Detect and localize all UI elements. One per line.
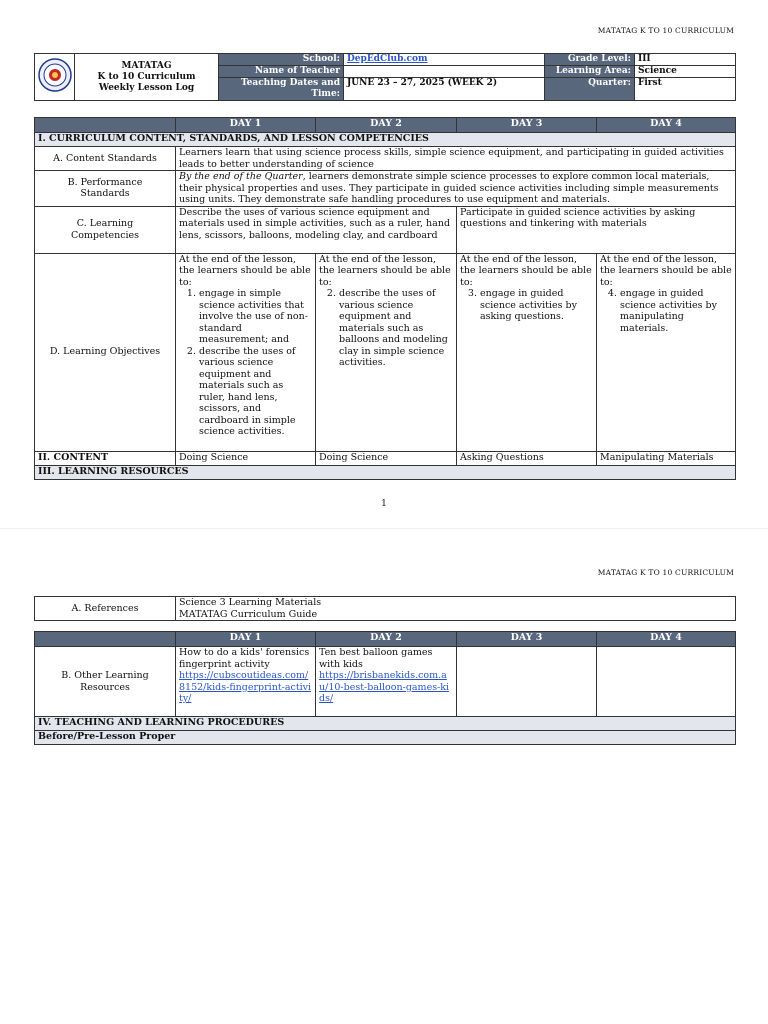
running-header: MATATAG K TO 10 CURRICULUM [597,26,734,35]
performance-label-1: B. Performance [67,176,143,188]
performance-body: , learners demonstrate simple science processes to explore common local materials, their physical properties and uses. They participate in guided science activities including simple measurements using units. They demonstrate safe handling procedures to use equipment and materials. [179,171,719,205]
quarter-value: First [635,78,736,101]
day1-header: DAY 1 [176,632,316,647]
performance-standards-label [35,171,176,207]
deped-seal-icon [38,58,72,92]
objectives-day2 [316,253,457,451]
resource-text: How to do a kids' forensics fingerprint activity [179,647,310,670]
other-resources-label-2: Resources [80,681,130,693]
content-day3: Asking Questions [457,451,597,465]
content-standards-label: A. Content Standards [35,147,176,171]
grade-value: III [635,54,736,66]
content-day2: Doing Science [316,451,457,465]
objective-item: 2. describe the uses of various science equipment and materials such as balloons and modeling clay in simple science activities. [339,288,453,369]
area-label: Learning Area: [545,66,635,78]
objectives-intro: At the end of the lesson, the learners should be able to: [600,253,732,288]
objectives-day3 [457,253,597,451]
other-resources-day4 [597,647,736,717]
reference-line-2: MATATAG Curriculum Guide [179,608,318,620]
grade-label: Grade Level: [545,54,635,66]
school-link[interactable]: DepEdClub.com [347,54,428,64]
other-resources-day2 [316,647,457,717]
day1-header: DAY 1 [176,118,316,133]
section-procedures: IV. TEACHING AND LEARNING PROCEDURES [35,717,736,731]
lesson-table-1 [34,117,736,480]
deped-seal [35,54,75,101]
objectives-intro: At the end of the lesson, the learners should be able to: [319,253,451,288]
doc-title [75,54,219,101]
objectives-day4 [597,253,736,451]
content-day4: Manipulating Materials [597,451,736,465]
title-line-3: Weekly Lesson Log [98,82,195,93]
other-resources-day1 [176,647,316,717]
resource-link[interactable]: https://cubscoutideas.com/8152/kids-fingerprint-activity/ [179,670,312,704]
objective-item: 4. engage in guided science activities by manipulating materials. [620,288,732,334]
day4-header: DAY 4 [597,118,736,133]
page-number: 1 [381,499,387,509]
objectives-intro: At the end of the lesson, the learners should be able to: [460,253,592,288]
competency-day3-4: Participate in guided science activities by asking questions and tinkering with materials [457,206,736,253]
competencies-label-2: Competencies [70,229,140,241]
title-line-1: MATATAG [121,60,172,71]
day2-header: DAY 2 [316,632,457,647]
references-table [34,596,736,621]
objective-item: 3. engage in guided science activities by asking questions. [480,288,593,323]
other-resources-day3 [457,647,597,717]
area-value: Science [635,66,736,78]
lesson-table-2 [34,631,736,745]
other-resources-label-1: B. Other Learning [61,670,149,681]
competency-day1-2: Describe the uses of various science equipment and materials used in simple activities, such as a ruler, hand lens, scissors, balloons, modeling clay, and cardboard [176,206,457,253]
teacher-label: Name of Teacher [219,66,344,78]
section-content: II. CONTENT [35,451,176,465]
objective-item: 1. engage in simple science activities that involve the use of non-standard measurement; and [199,288,312,346]
section-pre-lesson: Before/Pre-Lesson Proper [35,731,736,745]
performance-standards-text [176,171,736,207]
competencies-label-1: C. Learning [76,218,134,229]
objective-item: 2. describe the uses of various science equipment and materials such as ruler, hand lens, scissors, and cardboard in simple science activities. [199,346,312,438]
objectives-intro: At the end of the lesson, the learners should be able to: [179,253,311,288]
objectives-day1 [176,253,316,451]
page-divider [0,528,768,529]
section-curriculum: I. CURRICULUM CONTENT, STANDARDS, AND LESSON COMPETENCIES [35,133,736,147]
running-header: MATATAG K TO 10 CURRICULUM [597,568,734,577]
resource-text: Ten best balloon games with kids [319,647,433,670]
day3-header: DAY 3 [457,118,597,133]
header-table [34,53,736,101]
reference-line-1: Science 3 Learning Materials [179,597,322,608]
quarter-label: Quarter: [545,78,635,101]
title-line-2: K to 10 Curriculum [97,71,196,82]
other-resources-label [35,647,176,717]
section-resources: III. LEARNING RESOURCES [35,465,736,479]
references-text [176,597,736,621]
resource-link[interactable]: https://brisbanekids.com.au/10-best-balloon-games-kids/ [319,670,450,704]
day3-header: DAY 3 [457,632,597,647]
content-day1: Doing Science [176,451,316,465]
teacher-value [344,66,545,78]
day4-header: DAY 4 [597,632,736,647]
dates-value: JUNE 23 – 27, 2025 (WEEK 2) [344,78,545,101]
dates-label: Teaching Dates and Time: [219,78,344,101]
performance-label-2: Standards [80,188,130,200]
objectives-label: D. Learning Objectives [35,253,176,451]
school-label: School: [219,54,344,66]
competencies-label [35,206,176,253]
performance-italic: By the end of the Quarter [179,171,303,182]
references-label: A. References [35,597,176,621]
day2-header: DAY 2 [316,118,457,133]
content-standards-text: Learners learn that using science process skills, simple science equipment, and participating in guided activities leads to better understanding of science [176,147,736,171]
